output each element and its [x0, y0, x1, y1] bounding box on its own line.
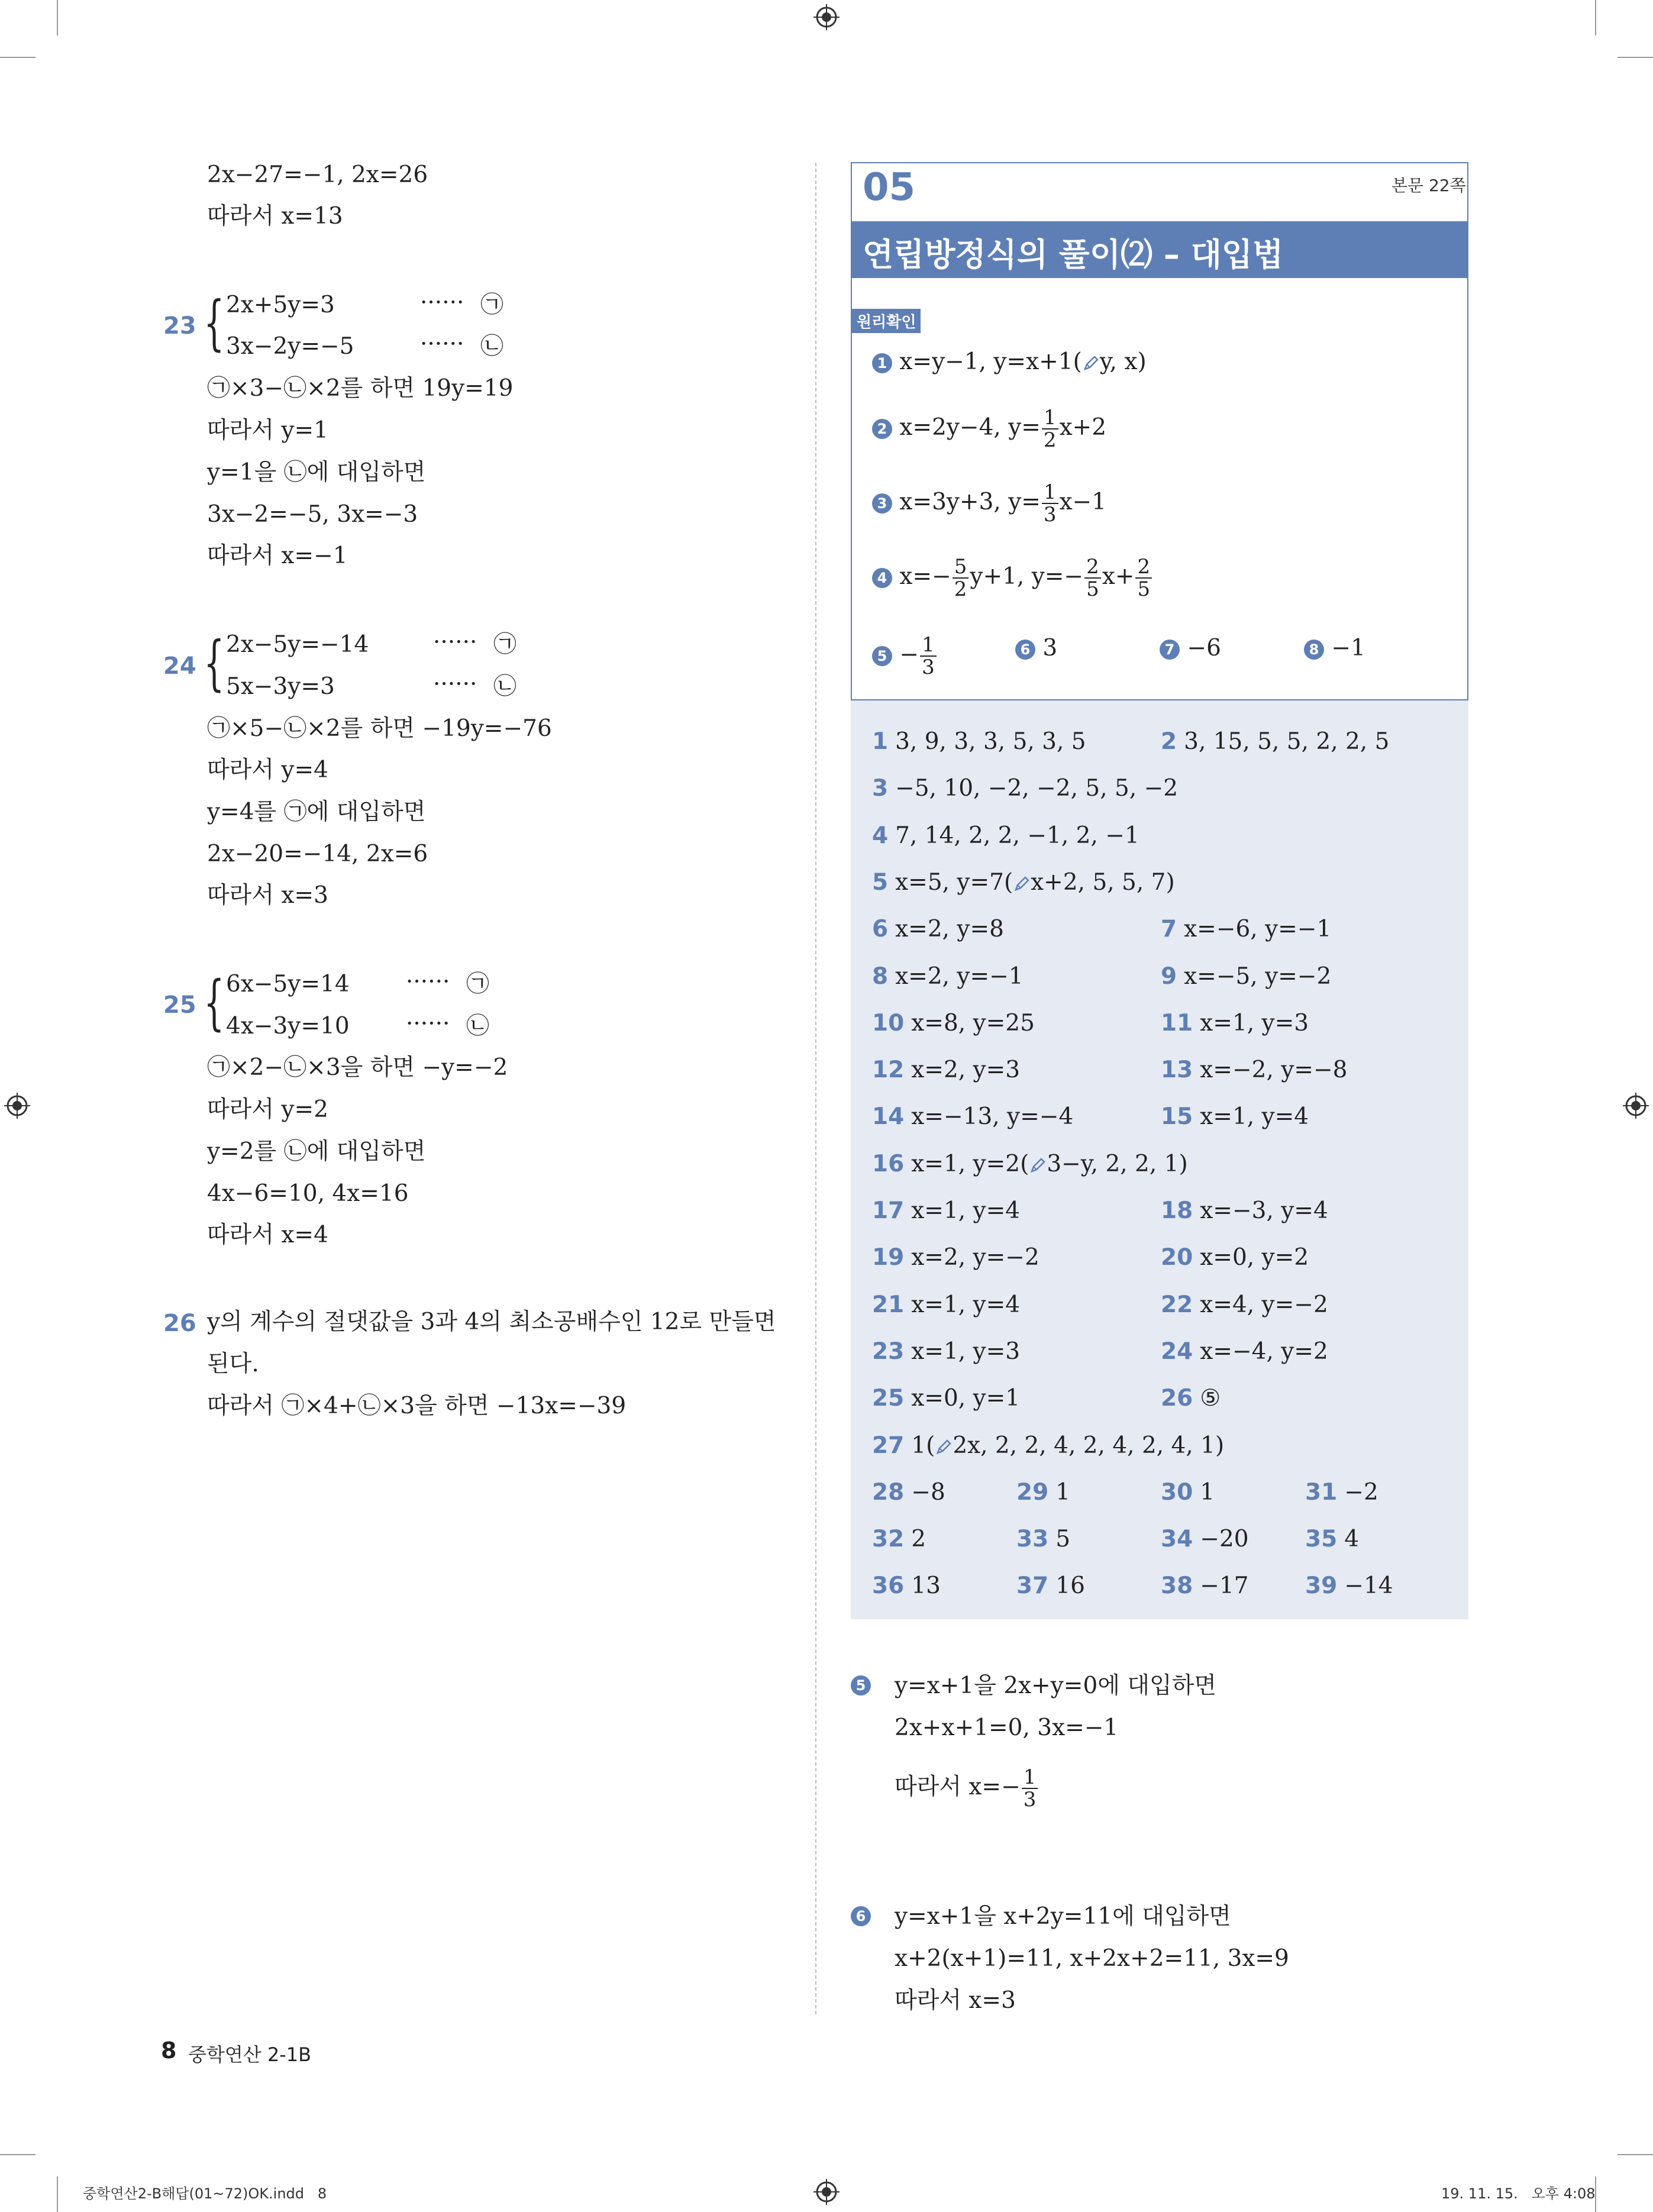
answer-text: x=−4, y=2: [1200, 1338, 1328, 1365]
equation: 6x−5y=14: [226, 971, 350, 997]
answer-number: 33: [1016, 1526, 1049, 1553]
answer-number: 3: [872, 775, 889, 802]
crop-mark: [1618, 2154, 1653, 2155]
equation-dots: ······: [420, 289, 464, 316]
item-number-badge: 2: [872, 419, 892, 439]
column-divider: [815, 163, 816, 2014]
answer-number: 23: [872, 1338, 905, 1365]
print-date: 19. 11. 15. 오후 4:08: [1441, 2185, 1596, 2202]
solution-line: ㉠×3−㉡×2를 하면 19y=19: [207, 375, 514, 402]
answer-text: x=1, y=4: [911, 1291, 1021, 1318]
answer-item: [1161, 1525, 1249, 1554]
answer-item: [872, 1572, 941, 1600]
fraction: $\frac{5}{2}$: [953, 556, 969, 600]
answer-item: [872, 1103, 1073, 1131]
equation-tag: ㉠: [493, 631, 517, 658]
registration-mark-icon: [813, 4, 840, 30]
answer-hint: x+2, 5, 5, 7): [1031, 868, 1175, 896]
registration-mark-icon: [813, 2179, 840, 2205]
pencil-icon: [935, 1438, 953, 1456]
solution-line: 따라서 x=− $\frac{1}{3}$: [895, 1767, 1039, 1810]
answer-item: [1161, 1197, 1328, 1225]
item-number-badge: 1: [872, 353, 892, 373]
intro-line: 2x−27=−1, 2x=26: [207, 162, 428, 188]
answer-number: 8: [872, 963, 889, 990]
item-text: x=3y+3, y=: [899, 489, 1041, 515]
answer-text: 4: [1344, 1526, 1360, 1553]
system-brace: {: [204, 628, 225, 697]
answer-item: [1305, 1525, 1359, 1554]
equation-tag: ㉠: [480, 292, 504, 318]
answer-text: x=1, y=3: [911, 1338, 1021, 1365]
answer-number: 35: [1305, 1526, 1338, 1553]
item-text: x+: [1102, 563, 1135, 590]
answer-text: 7, 14, 2, 2, −1, 2, −1: [895, 822, 1139, 849]
item-hint: y, x): [1099, 348, 1147, 375]
fraction: $\frac{1}{3}$: [1042, 482, 1058, 525]
answer-text: x=1, y=4: [1200, 1103, 1309, 1131]
file-info: 중학연산2-B해답(01~72)OK.indd 8: [83, 2185, 327, 2202]
answer-number: 31: [1305, 1478, 1338, 1506]
solution-line: 따라서 y=2: [207, 1096, 328, 1123]
answer-hint: 3−y, 2, 2, 1): [1047, 1150, 1188, 1177]
solution-line: y=x+1을 2x+y=0에 대입하면: [895, 1672, 1217, 1699]
answer-text: 3, 9, 3, 3, 5, 3, 5: [895, 728, 1086, 755]
answer-item: [872, 1525, 926, 1554]
answer-number: 39: [1305, 1572, 1338, 1600]
registration-mark-icon: [1623, 1093, 1649, 1119]
solution-line: 2x+x+1=0, 3x=−1: [895, 1714, 1119, 1741]
fraction: $\frac{1}{2}$: [1042, 407, 1058, 451]
answer-text: x=5, y=7(: [895, 868, 1013, 896]
solution-line: y=x+1을 x+2y=11에 대입하면: [895, 1903, 1231, 1930]
answer-text: x=2, y=3: [911, 1057, 1021, 1084]
answer-item: [1161, 1291, 1328, 1319]
answer-text: 1: [1055, 1478, 1071, 1506]
item-text: −1: [1331, 635, 1365, 661]
answer-text: x=8, y=25: [911, 1009, 1035, 1036]
answer-item: [1305, 1478, 1378, 1507]
answer-number: 22: [1161, 1291, 1193, 1318]
item-number-badge: 5: [851, 1675, 871, 1696]
solution-line: 따라서 x=−1: [207, 542, 348, 569]
principle-item: [872, 348, 1147, 376]
item-number-badge: 6: [1015, 640, 1035, 660]
item-text: −6: [1187, 635, 1221, 661]
solution-line: 4x−6=10, 4x=16: [207, 1180, 409, 1207]
answer-item: [872, 1150, 1188, 1178]
answer-item: [872, 1478, 945, 1507]
item-text: x=y−1, y=x+1(: [899, 348, 1082, 375]
fraction: $\frac{1}{3}$: [1022, 1767, 1038, 1810]
answer-text: 16: [1055, 1572, 1085, 1600]
answer-item: [872, 728, 1086, 756]
answer-item: [1161, 1384, 1221, 1413]
pencil-icon: [1029, 1157, 1047, 1174]
answer-number: 30: [1161, 1478, 1193, 1506]
equation: 2x+5y=3: [226, 292, 335, 318]
pencil-icon: [1013, 875, 1031, 893]
answer-item: [1016, 1572, 1085, 1600]
answer-number: 18: [1161, 1197, 1193, 1224]
answer-item: [1161, 1478, 1215, 1507]
item-text: 3: [1042, 635, 1058, 661]
equation: 2x−5y=−14: [226, 631, 369, 658]
pencil-icon: [1082, 354, 1100, 372]
item-number-badge: 5: [872, 646, 892, 666]
solution-line: y=2를 ㉡에 대입하면: [207, 1138, 426, 1165]
principle-item: [1015, 634, 1057, 663]
solution-line: 2x−20=−14, 2x=6: [207, 841, 428, 867]
solution-line: 따라서 y=4: [207, 757, 328, 783]
answer-item: [1305, 1572, 1393, 1600]
answer-item: [872, 915, 1004, 944]
fraction: $\frac{1}{3}$: [920, 634, 937, 678]
item-text: x=2y−4, y=: [899, 414, 1041, 441]
item-text: −: [899, 641, 919, 668]
fraction: $\frac{2}{5}$: [1135, 556, 1152, 600]
system-brace: {: [204, 288, 225, 357]
section-title: 연립방정식의 풀이⑵ – 대입법: [863, 236, 1284, 273]
answer-text: x=4, y=−2: [1200, 1291, 1328, 1318]
principle-item: [872, 407, 1106, 451]
book-title: 중학연산 2-1B: [188, 2043, 312, 2066]
answer-item: [872, 963, 1024, 991]
item-number-badge: 7: [1160, 640, 1180, 660]
solution-line: 된다.: [207, 1351, 259, 1377]
problem-number: 25: [163, 992, 196, 1019]
solution-line: ㉠×5−㉡×2를 하면 −19y=−76: [207, 715, 552, 742]
system-brace: {: [204, 968, 225, 1037]
answer-number: 9: [1161, 963, 1177, 990]
equation-dots: ······: [433, 671, 477, 697]
answer-number: 2: [1161, 728, 1177, 755]
answer-number: 29: [1016, 1478, 1049, 1506]
item-text: y+1, y=−: [970, 563, 1084, 590]
answer-item: [872, 1384, 1020, 1413]
answer-number: 24: [1161, 1338, 1193, 1365]
principle-item: [872, 556, 1153, 600]
answer-number: 14: [872, 1103, 905, 1131]
solution-line: 따라서 x=3: [895, 1987, 1016, 2014]
answer-number: 17: [872, 1197, 905, 1224]
answer-number: 21: [872, 1291, 905, 1318]
answer-number: 13: [1161, 1057, 1193, 1084]
answer-item: [872, 774, 1178, 803]
principle-item: [1160, 634, 1221, 663]
answer-item: [872, 868, 1175, 897]
crop-mark: [1595, 0, 1596, 35]
answer-number: 7: [1161, 916, 1177, 943]
solution-line: 3x−2=−5, 3x=−3: [207, 501, 418, 528]
crop-mark: [1618, 57, 1653, 58]
item-text: x=−: [899, 563, 951, 590]
answer-number: 38: [1161, 1572, 1193, 1600]
principle-item: [872, 634, 938, 678]
answer-text: −8: [911, 1478, 945, 1506]
answer-number: 6: [872, 916, 889, 943]
answer-number: 12: [872, 1057, 905, 1084]
answer-number: 4: [872, 822, 889, 849]
answer-text: x=0, y=2: [1200, 1244, 1309, 1271]
answer-number: 10: [872, 1009, 905, 1036]
answer-number: 34: [1161, 1526, 1193, 1553]
answer-text: ⑤: [1200, 1385, 1221, 1412]
equation-tag: ㉠: [466, 971, 490, 997]
equation-dots: ······: [420, 331, 464, 357]
equation-tag: ㉡: [493, 673, 517, 700]
answer-text: 2: [911, 1526, 926, 1553]
item-number-badge: 8: [1304, 640, 1324, 660]
answer-item: [1161, 1244, 1309, 1272]
crop-mark: [0, 57, 35, 58]
equation-tag: ㉡: [480, 333, 504, 360]
fraction: $\frac{2}{5}$: [1084, 556, 1101, 600]
answer-text: −20: [1200, 1526, 1249, 1553]
equation-dots: ······: [406, 1010, 450, 1037]
solution-line: 따라서 y=1: [207, 417, 328, 444]
equation-dots: ······: [433, 629, 477, 655]
answer-text: 1(: [911, 1432, 935, 1459]
intro-line: 따라서 x=13: [207, 203, 343, 230]
answer-text: 3, 15, 5, 5, 2, 2, 5: [1184, 728, 1390, 755]
answer-text: −2: [1344, 1478, 1378, 1506]
answer-item: [1016, 1478, 1070, 1507]
registration-mark-icon: [4, 1093, 30, 1119]
answer-item: [1161, 963, 1331, 991]
answer-number: 36: [872, 1572, 905, 1600]
item-text: x−1: [1059, 489, 1107, 515]
crop-mark: [57, 2177, 58, 2212]
answer-number: 5: [872, 868, 889, 896]
answer-text: x=2, y=−2: [911, 1244, 1039, 1271]
answer-number: 1: [872, 728, 889, 755]
problem-number: 24: [163, 653, 196, 680]
answer-item: [1161, 1103, 1309, 1131]
answer-item: [872, 1009, 1035, 1038]
answer-number: 20: [1161, 1244, 1193, 1271]
answer-item: [1016, 1525, 1070, 1554]
section-number: 05: [863, 166, 916, 209]
item-number-badge: 4: [872, 568, 892, 588]
solution-line: 따라서 x=4: [207, 1222, 328, 1248]
answer-text: x=2, y=8: [895, 916, 1004, 943]
equation: 3x−2y=−5: [226, 333, 354, 360]
solution-line: x+2(x+1)=11, x+2x+2=11, 3x=9: [895, 1945, 1289, 1972]
solution-line: 따라서 x=3: [207, 882, 328, 909]
item-number-badge: 3: [872, 493, 892, 514]
solution-line: y의 계수의 절댓값을 3과 4의 최소공배수인 12로 만들면: [207, 1309, 776, 1335]
answer-item: [1161, 1056, 1347, 1084]
answer-number: 16: [872, 1150, 905, 1177]
answer-text: x=−3, y=4: [1200, 1197, 1328, 1224]
answer-text: x=−6, y=−1: [1184, 916, 1332, 943]
answer-number: 25: [872, 1385, 905, 1412]
answer-number: 19: [872, 1244, 905, 1271]
equation-tag: ㉡: [466, 1013, 490, 1039]
answer-text: x=1, y=2(: [911, 1150, 1029, 1177]
answer-text: 13: [911, 1572, 941, 1600]
answer-text: x=1, y=4: [911, 1197, 1021, 1224]
equation-dots: ······: [406, 968, 450, 995]
equation: 5x−3y=3: [226, 673, 335, 700]
answer-item: [872, 822, 1139, 850]
answer-text: −5, 10, −2, −2, 5, 5, −2: [895, 775, 1179, 802]
answer-text: x=−5, y=−2: [1184, 963, 1332, 990]
answer-number: 28: [872, 1478, 905, 1506]
answer-item: [872, 1197, 1020, 1225]
answer-item: [1161, 1338, 1328, 1366]
crop-mark: [57, 0, 58, 35]
answer-item: [1161, 1009, 1309, 1038]
page-reference: 본문 22쪽: [1392, 176, 1466, 195]
answer-text: x=2, y=−1: [895, 963, 1024, 990]
problem-number: 26: [163, 1310, 196, 1337]
answer-item: [872, 1244, 1039, 1272]
principle-item: [872, 482, 1106, 525]
problem-number: 23: [163, 312, 196, 340]
solution-line: y=4를 ㉠에 대입하면: [207, 799, 426, 825]
answer-item: [1161, 1572, 1249, 1600]
answer-text: −17: [1200, 1572, 1249, 1600]
equation: 4x−3y=10: [226, 1013, 350, 1039]
principle-badge: 원리확인: [852, 309, 921, 333]
answer-number: 11: [1161, 1009, 1193, 1036]
answer-number: 32: [872, 1526, 905, 1553]
answer-item: [872, 1056, 1020, 1084]
solution-line: y=1을 ㉡에 대입하면: [207, 459, 426, 486]
answer-text: x=−2, y=−8: [1200, 1057, 1348, 1084]
solution-line: 따라서 ㉠×4+㉡×3을 하면 −13x=−39: [207, 1393, 627, 1419]
solution-line: ㉠×2−㉡×3을 하면 −y=−2: [207, 1054, 508, 1081]
answer-number: 26: [1161, 1385, 1193, 1412]
item-number-badge: 6: [851, 1906, 871, 1926]
answer-item: [1161, 915, 1331, 944]
answer-item: [872, 1338, 1020, 1366]
answer-text: −14: [1344, 1572, 1393, 1600]
answer-text: x=1, y=3: [1200, 1009, 1309, 1036]
answer-text: 1: [1200, 1478, 1215, 1506]
answer-number: 37: [1016, 1572, 1049, 1600]
answer-text: 5: [1055, 1526, 1071, 1553]
answer-text: x=0, y=1: [911, 1385, 1021, 1412]
answer-number: 15: [1161, 1103, 1193, 1131]
answer-text: x=−13, y=−4: [911, 1103, 1074, 1131]
crop-mark: [0, 2154, 35, 2155]
answer-number: 27: [872, 1432, 905, 1459]
principle-item: [1304, 634, 1365, 663]
answer-item: [872, 1432, 1224, 1460]
answer-hint: 2x, 2, 2, 4, 2, 4, 2, 4, 1): [953, 1432, 1225, 1459]
item-text: x+2: [1059, 414, 1107, 441]
answer-item: [1161, 728, 1389, 756]
page-number: 8: [161, 2037, 177, 2064]
answer-item: [872, 1291, 1020, 1319]
